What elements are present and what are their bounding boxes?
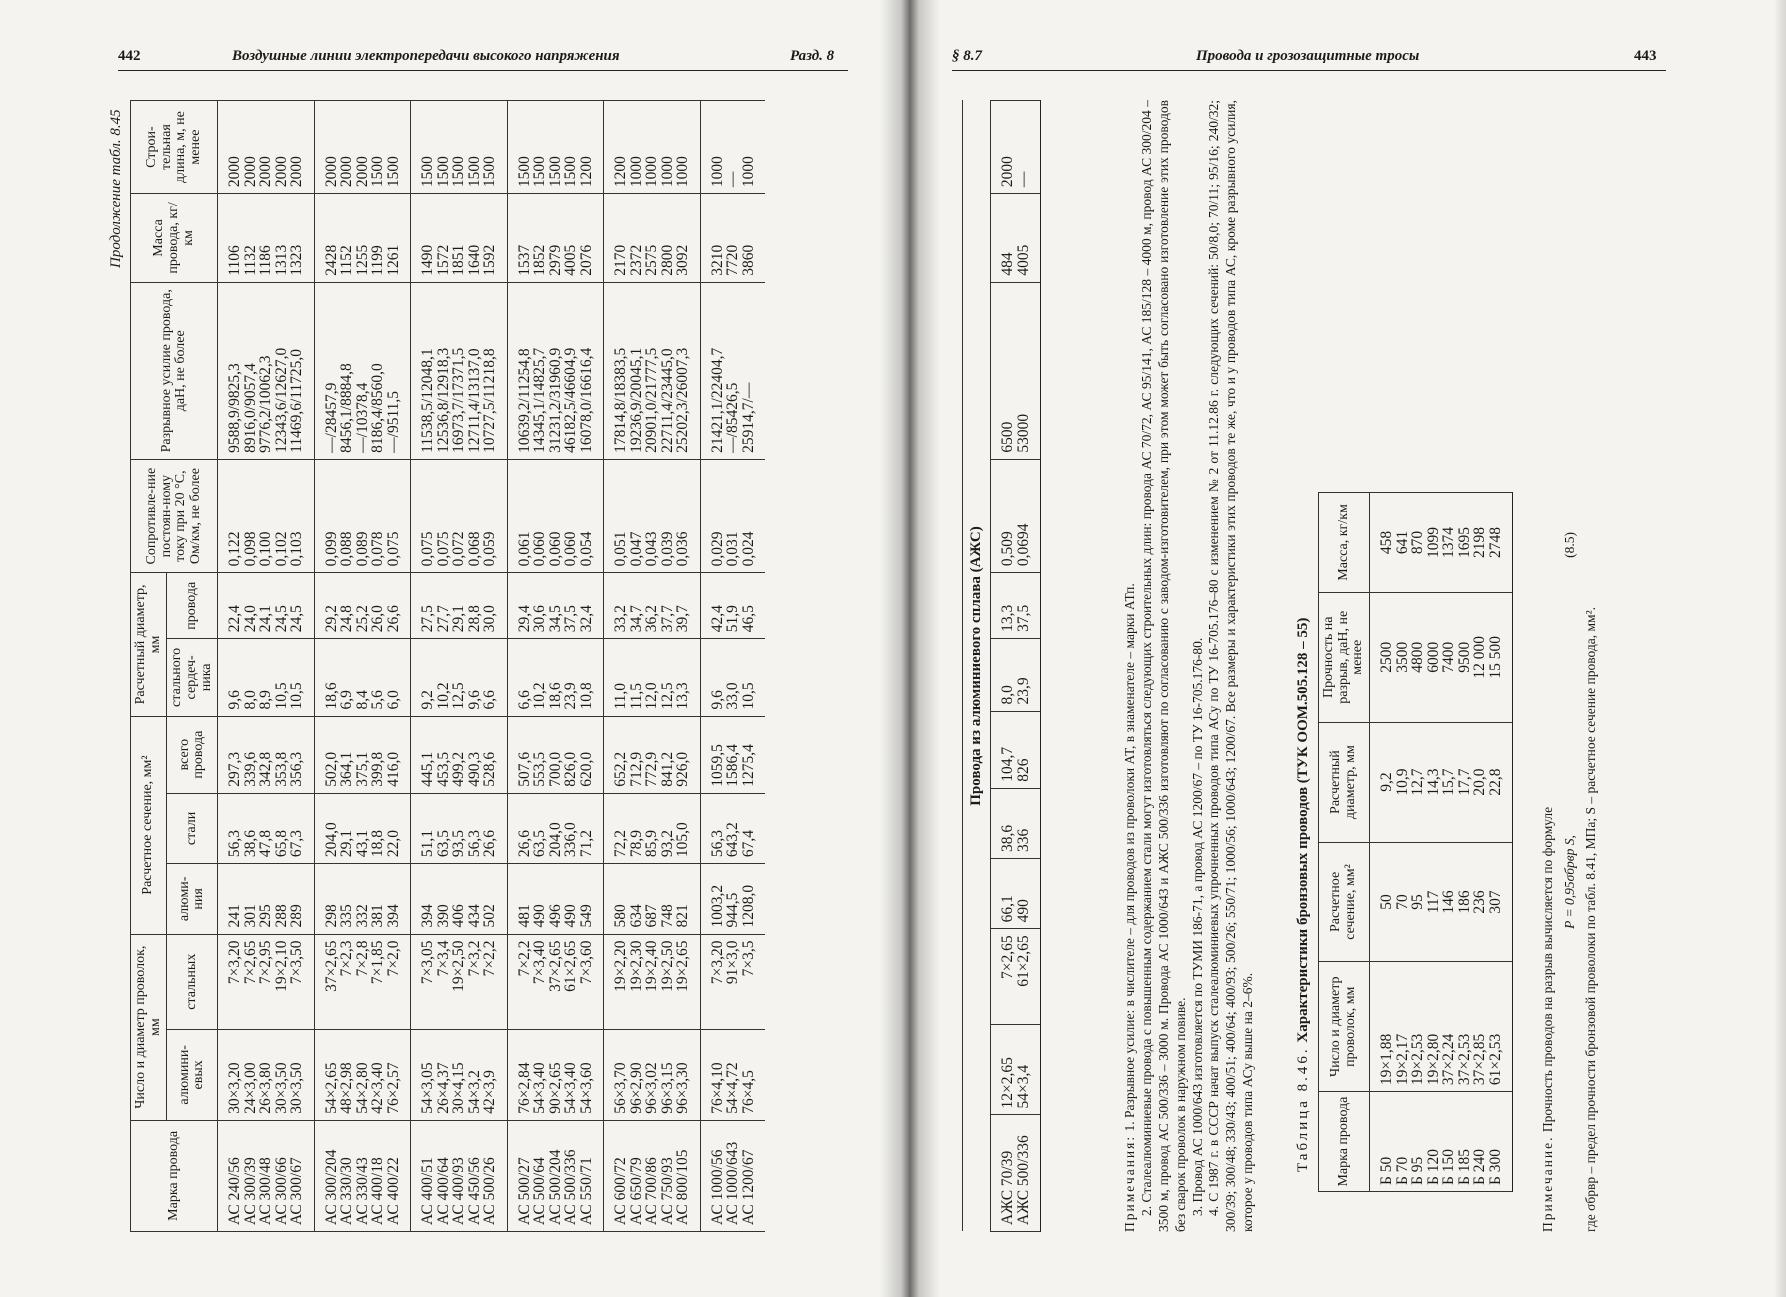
t2-th-section: Расчетное сечение, мм² (1319, 842, 1370, 962)
cell-diam-wire: 29,2 24,8 25,2 26,0 26,6 (314, 573, 411, 639)
t2-th-wires: Число и диаметр проволок, мм (1319, 962, 1370, 1092)
cell-wires-st: 7×2,65 61×2,65 (991, 929, 1041, 1024)
cell-mass: 2428 1152 1255 1199 1261 (314, 194, 411, 283)
t2-th-mark: Марка провода (1319, 1092, 1370, 1192)
cell-breaking-force: 11538,5/12048,1 12536,8/12918,3 16973,7/17371,5 12711,4/13137,0 10727,5/11218,8 (411, 282, 508, 459)
table-8-45-rotated (130, 100, 765, 1232)
table-8-46-caption: Характеристики бронзовых проводов (ТУК ООМ.505.128 – 55) (1295, 617, 1311, 1043)
note-3: 3. Провод АС 1000/643 изготовляется по ТУМИ 186-71, а провод АС 1200/67 – по ТУ 16-705.176-80. (1189, 637, 1205, 1216)
cell-mass: 1490 1572 1851 1640 1592 (411, 194, 508, 283)
cell-diam-core: 11,0 11,5 12,0 12,5 13,3 (604, 639, 701, 716)
cell-diam-wire: 13,3 37,5 (991, 573, 1041, 639)
cell-resistance: 0,122 0,098 0,100 0,102 0,103 (218, 459, 315, 573)
cell-length: 1200 1000 1000 1000 1000 (604, 101, 701, 194)
th-breaking-force: Разрывное усилие провода, даН, не более (131, 282, 218, 459)
cell-section-st: 51,1 63,5 93,5 56,3 26,6 (411, 793, 508, 863)
right-section-label: § 8.7 (952, 48, 982, 64)
left-section-label: Разд. 8 (790, 48, 835, 64)
th-mass: Масса провода, кг/км (131, 194, 218, 283)
cell-section-al: 1003,2 944,5 1208,0 (700, 864, 765, 934)
cell-length: 1000 — 1000 (700, 101, 765, 194)
cell-diam-core: 9,6 8,0 8,9 10,5 10,5 (218, 639, 315, 716)
cell-resistance: 0,509 0,0694 (991, 459, 1041, 572)
t2-cell-strength: 2500 3500 4800 6000 7400 9500 12 000 15 500 (1370, 592, 1513, 722)
book-spine-shadow (880, 0, 940, 1297)
t2-cell-mark: Б 50 Б 70 Б 95 Б 120 Б 150 Б 185 Б 240 Б 300 (1370, 1092, 1513, 1192)
formula-explanation: где σбрвр – предел прочности бронзовой проволоки по табл. 8.41, МПа; S – расчетное сечение провода, мм². (1583, 606, 1599, 1232)
cell-wires-al: 54×3,05 26×4,37 30×4,15 54×3,2 42×3,9 (411, 1029, 508, 1120)
cell-mass: 3210 7720 3860 (700, 194, 765, 283)
note-2: 2. Сталеалюминиевые провода с повышенным содержанием стали могут изготовляться следующих строительных длин: провода АС 70/72, АС 95/141, АС 185/128 – 4000 м, провод АС 300/204 – 3500 м, провод АС 500/336 – 3000 м. Провода АС 1000/643 и АЖС 500/336 изготовляют по согласованию с заводом-изготовителем, при этом может быть согласовано изготовление этих проводов без сварок проволок в наружном повиве. (1138, 100, 1188, 1232)
right-running-title: Провода и грозозащитные тросы (1196, 48, 1420, 64)
left-page-number: 442 (118, 48, 141, 64)
cell-wires-al: 76×2,84 54×3,40 90×2,65 54×3,40 54×3,60 (507, 1029, 604, 1120)
cell-section-st: 56,3 643,2 67,4 (700, 793, 765, 863)
cell-mark: АЖС 70/39 АЖС 500/336 (991, 1115, 1041, 1232)
cell-diam-wire: 42,4 51,9 46,5 (700, 573, 765, 639)
t2-th-diameter: Расчетный диаметр, мм (1319, 722, 1370, 842)
cell-section-total: 104,7 826 (991, 711, 1041, 788)
cell-wires-al: 56×3,70 96×2,90 96×3,02 96×3,15 96×3,30 (604, 1029, 701, 1120)
cell-diam-wire: 27,5 27,7 29,1 28,8 30,0 (411, 573, 508, 639)
t2-th-mass: Масса, кг/км (1319, 493, 1370, 593)
table-row-group-3 (411, 101, 508, 1232)
cell-mark: АС 300/204 АС 330/30 АС 330/43 АС 400/18 АС 400/22 (314, 1120, 411, 1231)
cell-wires-st: 7×3,05 7×3,4 19×2,50 7×3,2 7×2,2 (411, 934, 508, 1029)
table-8-45-body (218, 101, 766, 1232)
table-8-45-cont-rotated (962, 100, 1041, 1232)
cell-diam-wire: 29,4 30,6 34,5 37,5 32,4 (507, 573, 604, 639)
t2-cell-mass: 458 641 870 1099 1374 1695 2198 2748 (1370, 493, 1513, 593)
table-8-46-label: Таблица 8.46. (1295, 1046, 1311, 1172)
table-8-45-head (131, 101, 218, 1232)
cell-length: 2000 2000 2000 1500 1500 (314, 101, 411, 194)
table-8-46-title (1295, 100, 1312, 1172)
th-diameter-wire: провода (167, 573, 218, 639)
cell-mark: АС 500/27 АС 500/64 АС 500/204 АС 500/336 АС 550/71 (507, 1120, 604, 1231)
table-notes (1122, 100, 1257, 1232)
cell-section-st: 72,2 78,9 85,9 93,2 105,0 (604, 793, 701, 863)
cell-mark: АС 240/56 АС 300/39 АС 300/48 АС 300/66 АС 300/67 (218, 1120, 315, 1231)
cell-wires-st: 7×3,20 91×3,0 7×3,5 (700, 934, 765, 1029)
cell-section-total: 1059,5 1586,4 1275,4 (700, 716, 765, 793)
table-8-46-footnote (1539, 532, 1600, 1232)
right-header-rule (952, 70, 1666, 71)
cell-section-al: 481 490 496 490 549 (507, 864, 604, 934)
cell-breaking-force: 6500 53000 (991, 282, 1041, 459)
cell-wires-al: 76×4,10 54×4,72 76×4,5 (700, 1029, 765, 1120)
formula-8-5 (1561, 532, 1579, 1232)
table-row-group-1 (218, 101, 315, 1232)
cell-mass: 2170 2372 2575 2800 3092 (604, 194, 701, 283)
cell-section-st: 38,6 336 (991, 788, 1041, 858)
cell-mass: 1537 1852 2979 4005 2076 (507, 194, 604, 283)
cell-length: 1500 1500 1500 1500 1200 (507, 101, 604, 194)
cell-wires-st: 7×3,20 7×2,65 7×2,95 19×2,10 7×3,50 (218, 934, 315, 1029)
footnote-lead: Примечание. (1540, 1135, 1556, 1232)
cell-mark: АС 1000/56 АС 1000/643 АС 1200/67 (700, 1120, 765, 1231)
cell-length: 1500 1500 1500 1500 1500 (411, 101, 508, 194)
t2-cell-wires: 19×1,88 19×2,17 19×2,53 19×2,80 37×2,24 37×2,53 37×2,85 61×2,53 (1370, 962, 1513, 1092)
t2-cell-diameter: 9,2 10,9 12,7 14,3 15,7 17,7 20,0 22,8 (1370, 722, 1513, 842)
left-header-rule (118, 70, 848, 71)
cell-resistance: 0,051 0,047 0,043 0,039 0,036 (604, 459, 701, 573)
cell-section-al: 394 390 406 434 502 (411, 864, 508, 934)
t2-th-strength: Прочность на разрыв, даН, не менее (1319, 592, 1370, 722)
cell-breaking-force: —/28457,9 8456,1/8884,8 —/10378,4 8186,4/8560,0 —/9511,5 (314, 282, 411, 459)
th-wires-aluminium: алюмини-евых (167, 1029, 218, 1120)
cell-wires-st: 37×2,65 7×2,3 7×2,8 7×1,85 7×2,0 (314, 934, 411, 1029)
table-row-group-5 (604, 101, 701, 1232)
cell-breaking-force: 10639,2/11254,8 14345,1/14825,7 31231,2/31960,9 46182,5/46604,9 16078,0/16616,4 (507, 282, 604, 459)
cell-diam-core: 18,6 6,9 8,4 5,6 6,0 (314, 639, 411, 716)
th-mark: Марка провода (131, 1120, 218, 1231)
cell-section-st: 56,3 38,6 47,8 65,8 67,3 (218, 793, 315, 863)
cell-diam-core: 8,0 23,9 (991, 638, 1041, 711)
t2-table-row (1370, 493, 1513, 1192)
cell-section-al: 66,1 490 (991, 859, 1041, 929)
th-wires-steel: стальных (167, 934, 218, 1029)
cell-wires-st: 7×2,2 7×3,40 37×2,65 61×2,65 7×3,60 (507, 934, 604, 1029)
table-row-group-4 (507, 101, 604, 1232)
th-length: Строи-тельная длина, м, не менее (131, 101, 218, 194)
th-wires: Число и диаметр проволок, мм (131, 934, 167, 1120)
right-page-number: 443 (1634, 48, 1657, 64)
th-section-steel: стали (167, 793, 218, 863)
cell-breaking-force: 17814,8/18383,5 19236,9/20045,1 20901,0/21777,5 22711,4/23445,0 25202,3/26007,3 (604, 282, 701, 459)
cell-length: 2000 2000 2000 2000 2000 (218, 101, 315, 194)
table-8-45 (130, 100, 765, 1232)
cell-section-al: 580 634 687 748 821 (604, 864, 701, 934)
cell-resistance: 0,029 0,031 0,024 (700, 459, 765, 573)
th-resistance: Сопротивле-ние постоян-ному току при 20 °С, Ом/км, не более (131, 459, 218, 573)
cell-section-st: 26,6 63,5 204,0 336,0 71,2 (507, 793, 604, 863)
t2-cell-section: 50 70 95 117 146 186 236 307 (1370, 842, 1513, 962)
cell-wires-al: 30×3,20 24×3,00 26×3,80 30×3,50 30×3,50 (218, 1029, 315, 1120)
cell-section-total: 297,3 339,6 342,8 353,8 356,3 (218, 716, 315, 793)
note-1: Примечания: 1. Разрывное усилие: в числителе – для проводов из проволоки АТ, в знаменателе – марки АТп. (1122, 583, 1137, 1232)
th-diameter: Расчетный диаметр, мм (131, 573, 167, 716)
note-4: 4. С 1987 г. в СССР начат выпуск сталеалюминиевых упрочненных проводов типа АСу по ТУ 16-705.176–80 с изменением № 2 от 11.12.86 г. следующих сечений: 50/8,0; 70/11; 95/16; 240/32; 300/39; 300/48; 330/43; 400/51; 400/64; 400/93; 500/26; 550/71; 1000/56; 1000/643; 1200/67. Все размеры и характеристики этих проводов те же, что и у проводов типа АС, кроме разрывного усилия, которое у проводов типа АСу выше на 2–6%. (1206, 100, 1256, 1232)
cell-length: 2000 — (991, 101, 1041, 194)
cell-section-total: 507,6 553,5 700,0 826,0 620,0 (507, 716, 604, 793)
ajs-section-title-row (963, 101, 991, 1232)
cell-mark: АС 400/51 АС 400/64 АС 400/93 АС 450/56 АС 500/26 (411, 1120, 508, 1231)
cell-wires-al: 12×2,65 54×3,4 (991, 1024, 1041, 1115)
footnote-line: Примечание. Прочность проводов на разрыв вычисляется по формуле (1540, 806, 1556, 1232)
cell-resistance: 0,099 0,088 0,089 0,078 0,075 (314, 459, 411, 573)
formula-number: (8.5) (1561, 532, 1577, 558)
cell-resistance: 0,075 0,075 0,072 0,068 0,059 (411, 459, 508, 573)
table-row-group-6 (700, 101, 765, 1232)
cell-section-total: 502,0 364,1 375,1 399,8 416,0 (314, 716, 411, 793)
cell-mass: 484 4005 (991, 194, 1041, 283)
th-section-total: всего провода (167, 716, 218, 793)
cell-diam-wire: 22,4 24,0 24,1 24,5 24,5 (218, 573, 315, 639)
cell-breaking-force: 21421,1/22404,7 —/85426,5 25914,7/— (700, 282, 765, 459)
cell-mark: АС 600/72 АС 650/79 АС 700/86 АС 750/93 АС 800/105 (604, 1120, 701, 1231)
cell-wires-st: 19×2,20 19×2,30 19×2,40 19×2,50 19×2,65 (604, 934, 701, 1029)
formula-text: P = 0,95σбрвр S, (1561, 835, 1577, 929)
ajs-section-title: Провода из алюминиевого сплава (АЖС) (963, 101, 991, 1232)
th-diameter-core: стального сердеч-ника (167, 639, 218, 716)
cell-section-total: 445,1 453,5 499,2 490,3 528,6 (411, 716, 508, 793)
left-running-title: Воздушные линии электропередачи высокого напряжения (232, 48, 620, 64)
cell-wires-al: 54×2,65 48×2,98 54×2,80 42×3,40 76×2,57 (314, 1029, 411, 1120)
notes-lead: Примечания: (1122, 1134, 1137, 1232)
page-edge (1774, 0, 1786, 1297)
cell-mass: 1106 1132 1186 1313 1323 (218, 194, 315, 283)
notes-and-table-846-rotated (1122, 100, 1600, 1232)
table-row-ajs (991, 101, 1041, 1232)
cell-section-al: 241 301 295 288 289 (218, 864, 315, 934)
cell-resistance: 0,061 0,060 0,060 0,060 0,054 (507, 459, 604, 573)
table-8-45-ajs (962, 100, 1041, 1232)
cell-breaking-force: 9588,9/9825,3 8916,0/9057,4 9776,2/10062,3 12343,6/12627,0 11469,6/11725,0 (218, 282, 315, 459)
th-section-aluminium: алюми-ния (167, 864, 218, 934)
cell-section-st: 204,0 29,1 43,1 18,8 22,0 (314, 793, 411, 863)
table-row-group-2 (314, 101, 411, 1232)
cell-diam-wire: 33,2 34,7 36,2 37,7 39,7 (604, 573, 701, 639)
cell-section-total: 652,2 712,9 772,9 841,2 926,0 (604, 716, 701, 793)
cell-section-al: 298 335 332 381 394 (314, 864, 411, 934)
cell-diam-core: 6,6 10,2 18,6 23,9 10,8 (507, 639, 604, 716)
table-caption: Продолжение табл. 8.45 (108, 109, 124, 268)
th-section: Расчетное сечение, мм² (131, 716, 167, 934)
cell-diam-core: 9,2 10,2 12,5 9,6 6,6 (411, 639, 508, 716)
table-8-46 (1318, 492, 1513, 1192)
cell-diam-core: 9,6 33,0 10,5 (700, 639, 765, 716)
